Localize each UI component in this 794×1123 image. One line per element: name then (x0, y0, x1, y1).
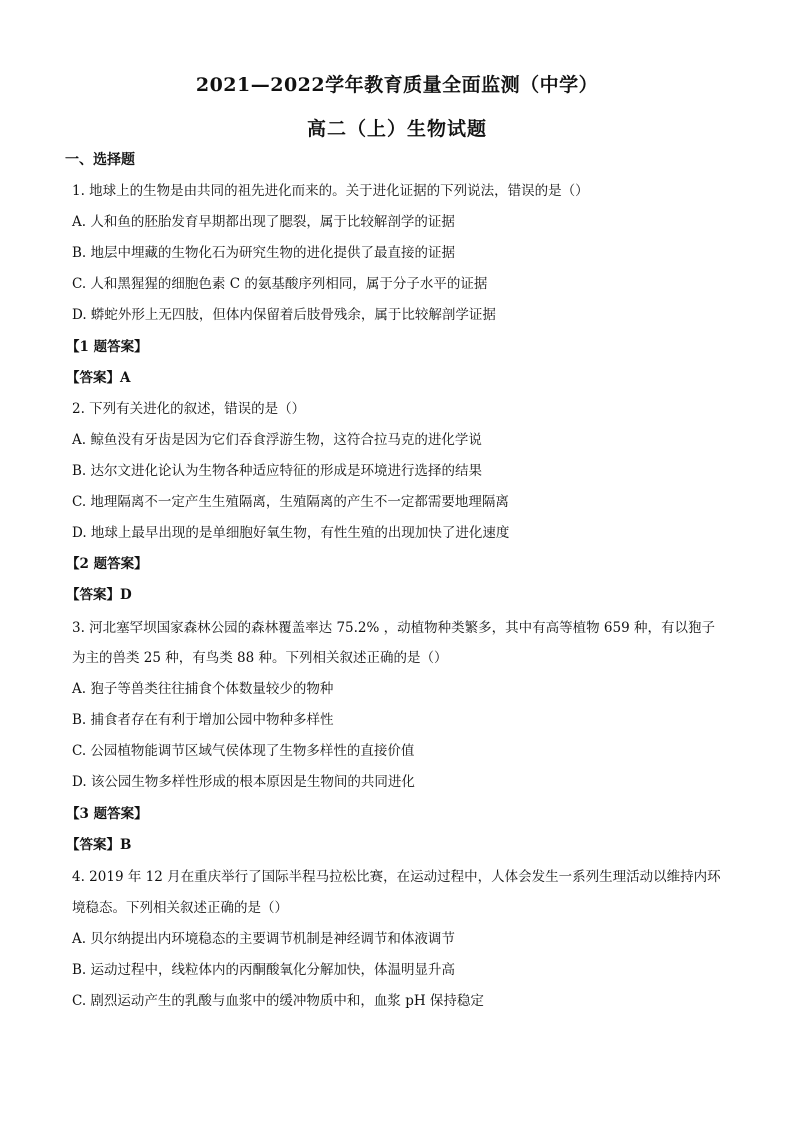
question-3-option-d: D. 该公园生物多样性形成的根本原因是生物间的共同进化 (72, 774, 415, 790)
question-4-option-c: C. 剧烈运动产生的乳酸与血浆中的缓冲物质中和，血浆 pH 保持稳定 (72, 993, 484, 1009)
question-3-stem-line2: 为主的兽类 25 种，有鸟类 88 种。下列相关叙述正确的是（） (72, 650, 448, 666)
question-1-answer-heading: 【1 题答案】 (66, 339, 148, 355)
question-4-stem-line1: 4. 2019 年 12 月在重庆举行了国际半程马拉松比赛，在运动过程中，人体会发生一系列生理活动以维持内环 (72, 869, 721, 885)
question-3-option-a: A. 狍子等兽类往往捕食个体数量较少的物种 (72, 681, 334, 697)
question-4-option-b: B. 运动过程中，线粒体内的丙酮酸氧化分解加快，体温明显升高 (72, 962, 456, 978)
exam-title: 2021—2022学年教育质量全面监测（中学） (195, 74, 599, 96)
exam-subtitle: 高二（上）生物试题 (306, 118, 487, 140)
question-4-option-a: A. 贝尔纳提出内环境稳态的主要调节机制是神经调节和体液调节 (72, 931, 455, 947)
question-2-option-d: D. 地球上最早出现的是单细胞好氧生物，有性生殖的出现加快了进化速度 (72, 525, 510, 541)
question-2-answer: 【答案】D (66, 587, 132, 603)
question-3-answer: 【答案】B (66, 837, 132, 853)
question-1-stem: 1. 地球上的生物是由共同的祖先进化而来的。关于进化证据的下列说法，错误的是（） (72, 183, 589, 199)
question-3-option-c: C. 公园植物能调节区域气侯体现了生物多样性的直接价值 (72, 743, 415, 759)
question-2-option-c: C. 地理隔离不一定产生生殖隔离，生殖隔离的产生不一定都需要地理隔离 (72, 494, 509, 510)
question-3-stem-line1: 3. 河北塞罕坝国家森林公园的森林覆盖率达 75.2% ，动植物种类繁多，其中有高等植物 659 种，有以狍子 (72, 620, 715, 636)
question-2-stem: 2. 下列有关进化的叙述，错误的是（） (72, 401, 306, 417)
question-2-option-a: A. 鲸鱼没有牙齿是因为它们吞食浮游生物，这符合拉马克的进化学说 (72, 432, 482, 448)
question-1-answer: 【答案】A (66, 370, 131, 386)
section-heading: 一、选择题 (65, 152, 135, 168)
question-1-option-a: A. 人和鱼的胚胎发育早期都出现了腮裂，属于比较解剖学的证据 (72, 214, 455, 230)
question-2-option-b: B. 达尔文进化论认为生物各种适应特征的形成是环境进行选择的结果 (72, 463, 483, 479)
question-2-answer-heading: 【2 题答案】 (66, 556, 148, 572)
question-1-option-d: D. 蟒蛇外形上无四肢，但体内保留着后肢骨残余，属于比较解剖学证据 (72, 307, 496, 323)
question-1-option-b: B. 地层中埋藏的生物化石为研究生物的进化提供了最直接的证据 (72, 245, 456, 261)
question-3-option-b: B. 捕食者存在有利于增加公园中物种多样性 (72, 712, 334, 728)
question-4-stem-line2: 境稳态。下列相关叙述正确的是（） (72, 900, 288, 916)
question-1-option-c: C. 人和黑猩猩的细胞色素 C 的氨基酸序列相同，属于分子水平的证据 (72, 276, 488, 292)
question-3-answer-heading: 【3 题答案】 (66, 806, 148, 822)
